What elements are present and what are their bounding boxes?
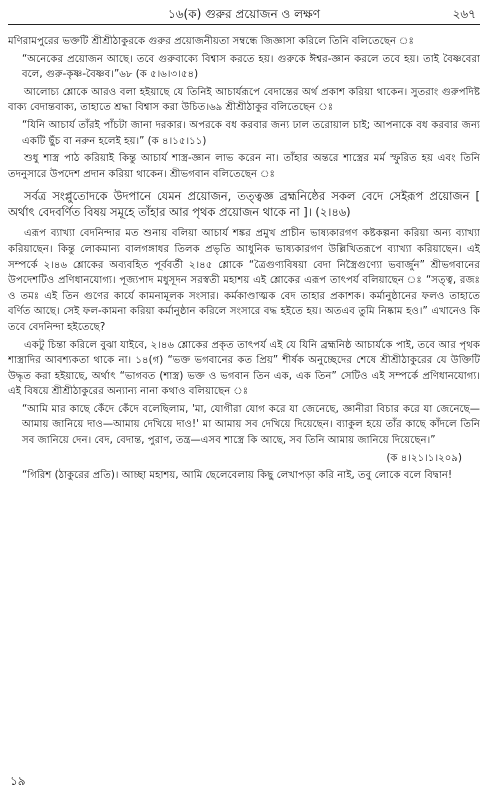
paragraph-intro: মণিরামপুরের ভক্তটি শ্রীশ্রীঠাকুরকে গুরুর প্রয়োজনীয়তা সম্বন্ধে জিজ্ঞাসা করিলে তিনি বলিতেছেন ঃ — [8, 36, 414, 47]
page-number: ২৬৭ — [452, 7, 476, 21]
paragraph-interpretation: একটু চিন্তা করিলে বুঝা যাইবে, ২।৪৬ শ্লোকের প্রকৃত তাৎপর্য এই যে যিনি ব্রহ্মনিষ্ঠ আচার্যকে পাই, তবে আর পৃথক শাস্ত্রাদির আবশ্যকতা থাকে না। ১৪(গ) “ভক্ত ভগবানের কত প্রিয়” শীর্ষক অনুচ্ছেদের শেষে শ্রীশ্রীঠাকুরের যে উক্তিটি উদ্ধৃত করা হইয়াছে, অর্থাৎ “ভাগবত (শাস্ত্র) ভক্ত ও ভগবান তিন এক, এক তিন” সেটিও এই সম্পর্কে প্রণিধানযোগ্য। এই বিষয়ে শ্রীশ্রীঠাকুরের অন্যান্য নানা কথাও বলিয়াছেন ঃ — [8, 339, 480, 398]
quote-reference: (ক ৪।২১।১।২০৯) — [386, 452, 462, 464]
quote-acharya: “যিনি আচার্য তাঁরই পাঁচটা জানা দরকার। অপরকে বধ করবার জন্য ঢাল তরোয়াল চাই; আপনাকে বধ করবার জন্য একটি ছুঁচ বা নরুন হলেই হয়।” (ক ৪।১৫।১১) — [22, 119, 480, 147]
paragraph-acharya: আলোচ্য শ্লোকে আরও বলা হইয়াছে যে তিনিই আচার্যরূপে বেদান্তের অর্থ প্রকাশ করিয়া থাকেন। সুতরাং গুরুপদিষ্ট বাক্য বেদান্তবাক্য, তাহাতে শ্রদ্ধা বিশ্বাস করা উচিত।৬৯ শ্রীশ্রীঠাকুর বলিতেছেন ঃ — [8, 86, 480, 114]
paragraph-shastra: শুধু শাস্ত্র পাঠ করিয়াই কিন্তু আচার্য শাস্ত্র-জ্ঞান লাভ করেন না। তাঁহার অন্তরে শাস্ত্রের মর্ম স্ফুরিত হয় এবং তিনি তদনুসারে উপদেশ প্রদান করিয়া থাকেন। শ্রীভগবান বলিতেছেন ঃ — [8, 153, 480, 180]
running-header — [8, 4, 480, 25]
gita-translation: সর্বত্র সংপ্লুতোদকে উদপানে যেমন প্রয়োজন, তত্ত্বজ্ঞ ব্রহ্মনিষ্ঠের সকল বেদে সেইরূপ প্রয়োজন [ অর্থাৎ বেদবর্ণিত বিষয় সমূহে তাঁহার আর পৃথক প্রয়োজন থাকে না ]। (২।৪৬) — [8, 189, 480, 220]
quote-girish: “গিরিশ (ঠাকুরের প্রতি)। আচ্ছা মহাশয়, আমি ছেলেবেলায় কিছু লেখাপড়া করি নাই, তবু লোকে বলে বিদ্বান! — [22, 470, 453, 482]
quote-guru-need: “অনেকের প্রয়োজন আছে। তবে গুরুবাক্যে বিশ্বাস করতে হয়। গুরুকে ঈশ্বর-জ্ঞান করলে তবে হয়। তাই বৈষ্ণবেরা বলে, গুরু-কৃষ্ণ-বৈষ্ণব।”৬৮ (ক ৫।৬।৩।৫৪) — [22, 53, 480, 81]
chapter-title: ১৬(ক) গুরুর প্রয়োজন ও লক্ষণ — [167, 7, 321, 21]
signature-mark: ১৯ — [10, 774, 26, 788]
quote-mother: “আমি মার কাছে কেঁদে কেঁদে বলেছিলাম, 'মা, যোগীরা যোগ করে যা জেনেছে, জ্ঞানীরা বিচার করে যা জেনেছে—আমায় জানিয়ে দাও—আমায় দেখিয়ে দাও!' মা আমায় সব দেখিয়ে দিয়েছেন। ব্যাকুল হয়ে তাঁর কাছে কাঁদলে তিনি সব জানিয়ে দেন। বেদ, বেদান্ত, পুরাণ, তন্ত্র—এসব শাস্ত্রে কি আছে, সব তিনি আমায় জানিয়ে দিয়েছেন।” — [22, 403, 480, 447]
page-body — [8, 34, 480, 771]
paragraph-commentary: এরূপ ব্যাখ্যা বেদনিন্দার মত শুনায় বলিয়া আচার্য শঙ্কর প্রমুখ প্রাচীন ভাষ্যকারগণ কষ্টকল্পনা করিয়া অন্য ব্যাখ্যা করিয়াছেন। কিন্তু লোকমান্য বালগঙ্গাধর তিলক প্রভৃতি আধুনিক ভাষ্যকারগণ উল্লিখিতরূপে ব্যাখ্যা করিয়াছেন। এই সম্পর্কে ২।৪৬ শ্লোকের অব্যবহিত পূর্ববর্তী ২।৪৫ শ্লোকে “ত্রৈগুণ্যবিষয়া বেদা নিস্ত্রৈগুণ্যো ভবার্জুন” শ্রীভগবানের উপদেশটিও প্রণিধানযোগ্য। পূজ্যপাদ মধুসূদন সরস্বতী মহাশয় এই শ্লোকের এরূপ তাৎপর্য বলিয়াছেন ঃ “সত্ত্ব, রজঃ ও তমঃ এই তিন গুণের কার্যে কামনামূলক সংসার। কর্মকাণ্ডাত্মক বেদ তাহার প্রকাশক। কর্মানুষ্ঠানের ফলও তাহাতে বর্ণিত আছে। সেই ফল-কামনা করিয়া কর্মানুষ্ঠান করিলে সংসারে বদ্ধ হইতে হয়। অতএব তুমি নিষ্কাম হও।” এখানেও কি তবে বেদনিন্দা হইতেছে? — [8, 228, 480, 333]
